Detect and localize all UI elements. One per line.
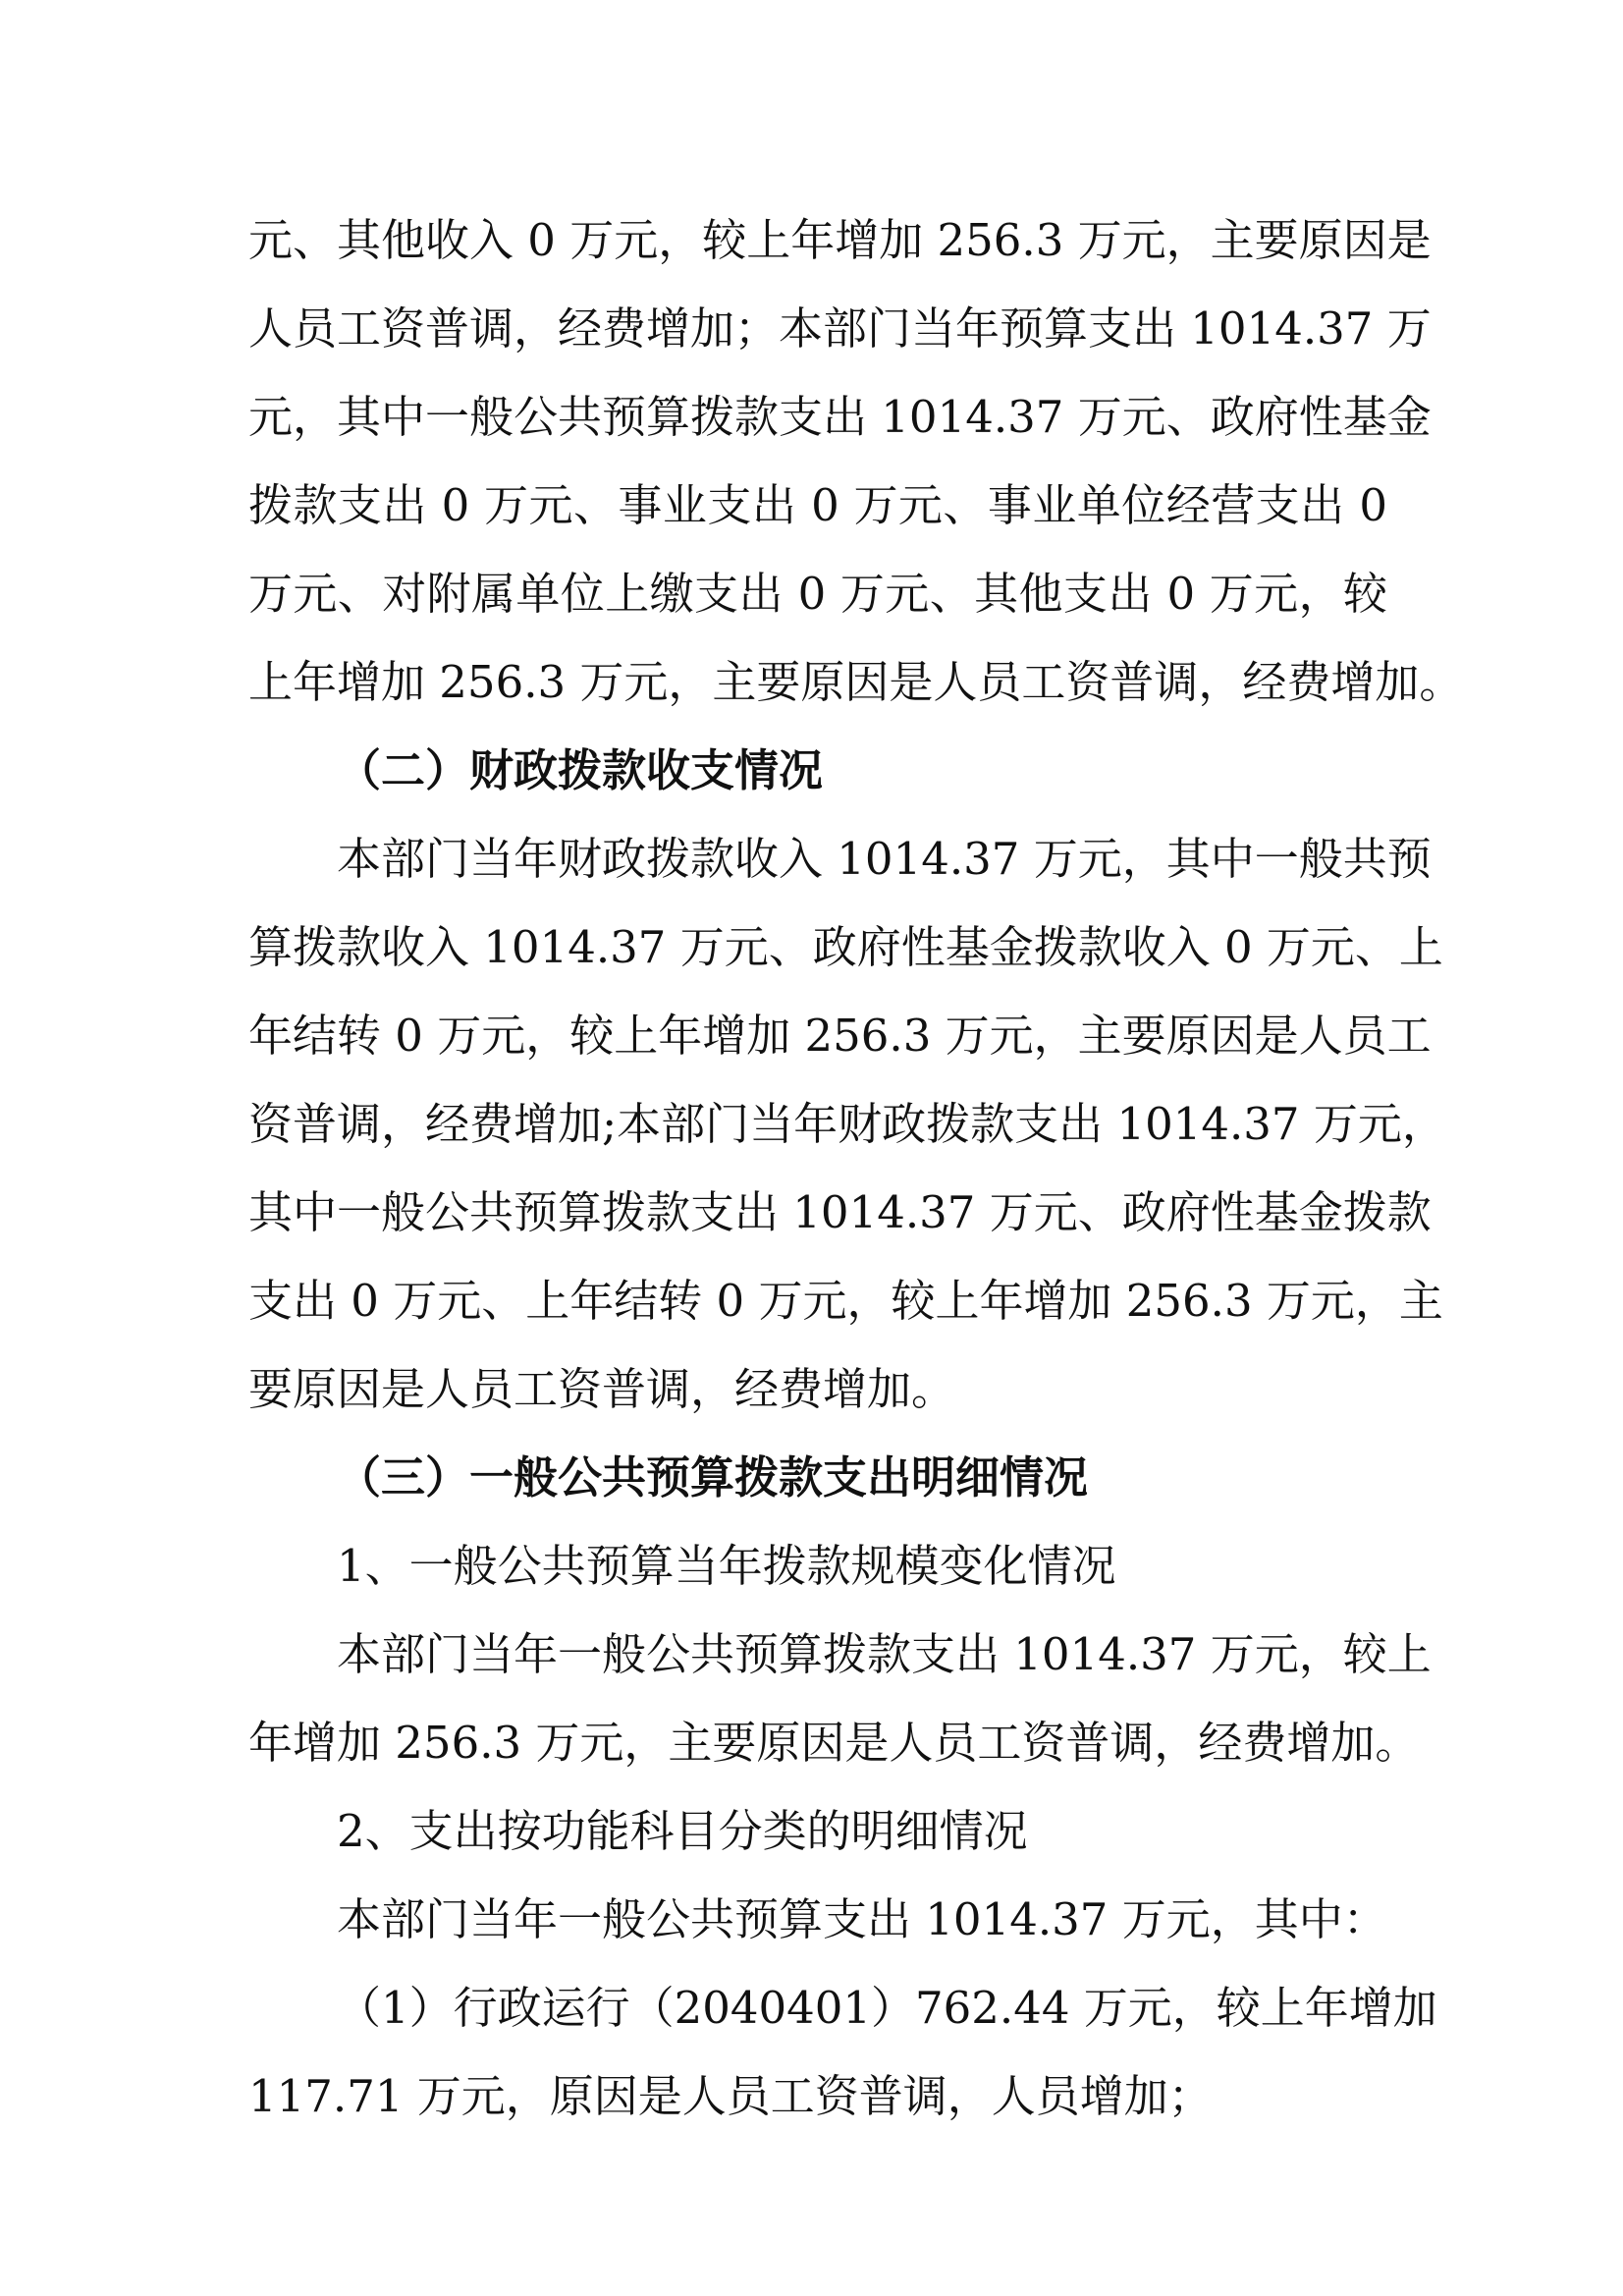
paragraph [248, 1611, 1432, 1787]
paragraph [248, 196, 1464, 727]
text-line: 要原因是人员工资普调，经费增加。 [248, 1363, 956, 1415]
text-line: 元，其中一般公共预算拨款支出 1014.37 万元、政府性基金 [248, 391, 1432, 443]
text-line: 年增加 256.3 万元，主要原因是人员工资普调，经费增加。 [248, 1717, 1420, 1769]
text-line: 年结转 0 万元，较上年增加 256.3 万元，主要原因是人员工 [248, 1010, 1432, 1062]
text-line: 本部门当年一般公共预算支出 1014.37 万元，其中： [337, 1893, 1387, 1945]
text-line: 上年增加 256.3 万元，主要原因是人员工资普调，经费增加。 [248, 656, 1464, 708]
text-line: 117.71 万元，原因是人员工资普调，人员增加； [248, 2070, 1213, 2122]
text-line: 拨款支出 0 万元、事业支出 0 万元、事业单位经营支出 0 [248, 479, 1387, 531]
document-page [248, 196, 1464, 2141]
subsection-heading: 1、一般公共预算当年拨款规模变化情况 [337, 1540, 1116, 1592]
text-line: 算拨款收入 1014.37 万元、政府性基金拨款收入 0 万元、上 [248, 921, 1443, 973]
text-line: 本部门当年财政拨款收入 1014.37 万元，其中一般共预 [337, 833, 1432, 885]
text-line: 本部门当年一般公共预算拨款支出 1014.37 万元，较上 [337, 1628, 1432, 1680]
section-heading: （二）财政拨款收支情况 [337, 744, 824, 796]
text-line: 支出 0 万元、上年结转 0 万元，较上年增加 256.3 万元，主 [248, 1275, 1443, 1327]
text-line: 人员工资普调，经费增加；本部门当年预算支出 1014.37 万 [248, 302, 1432, 355]
text-line: （1）行政运行（2040401）762.44 万元，较上年增加 [337, 1982, 1437, 2034]
text-line: 其中一般公共预算拨款支出 1014.37 万元、政府性基金拨款 [248, 1186, 1432, 1238]
subsection-heading: 2、支出按功能科目分类的明细情况 [337, 1805, 1028, 1857]
section-heading: （三）一般公共预算拨款支出明细情况 [337, 1451, 1089, 1503]
paragraph [248, 1964, 1437, 2141]
paragraph [248, 815, 1446, 1434]
text-line: 元、其他收入 0 万元，较上年增加 256.3 万元，主要原因是 [248, 214, 1432, 266]
text-line: 万元、对附属单位上缴支出 0 万元、其他支出 0 万元，较 [248, 568, 1387, 620]
text-line: 资普调，经费增加;本部门当年财政拨款支出 1014.37 万元， [248, 1098, 1446, 1150]
paragraph [248, 1876, 1387, 1964]
